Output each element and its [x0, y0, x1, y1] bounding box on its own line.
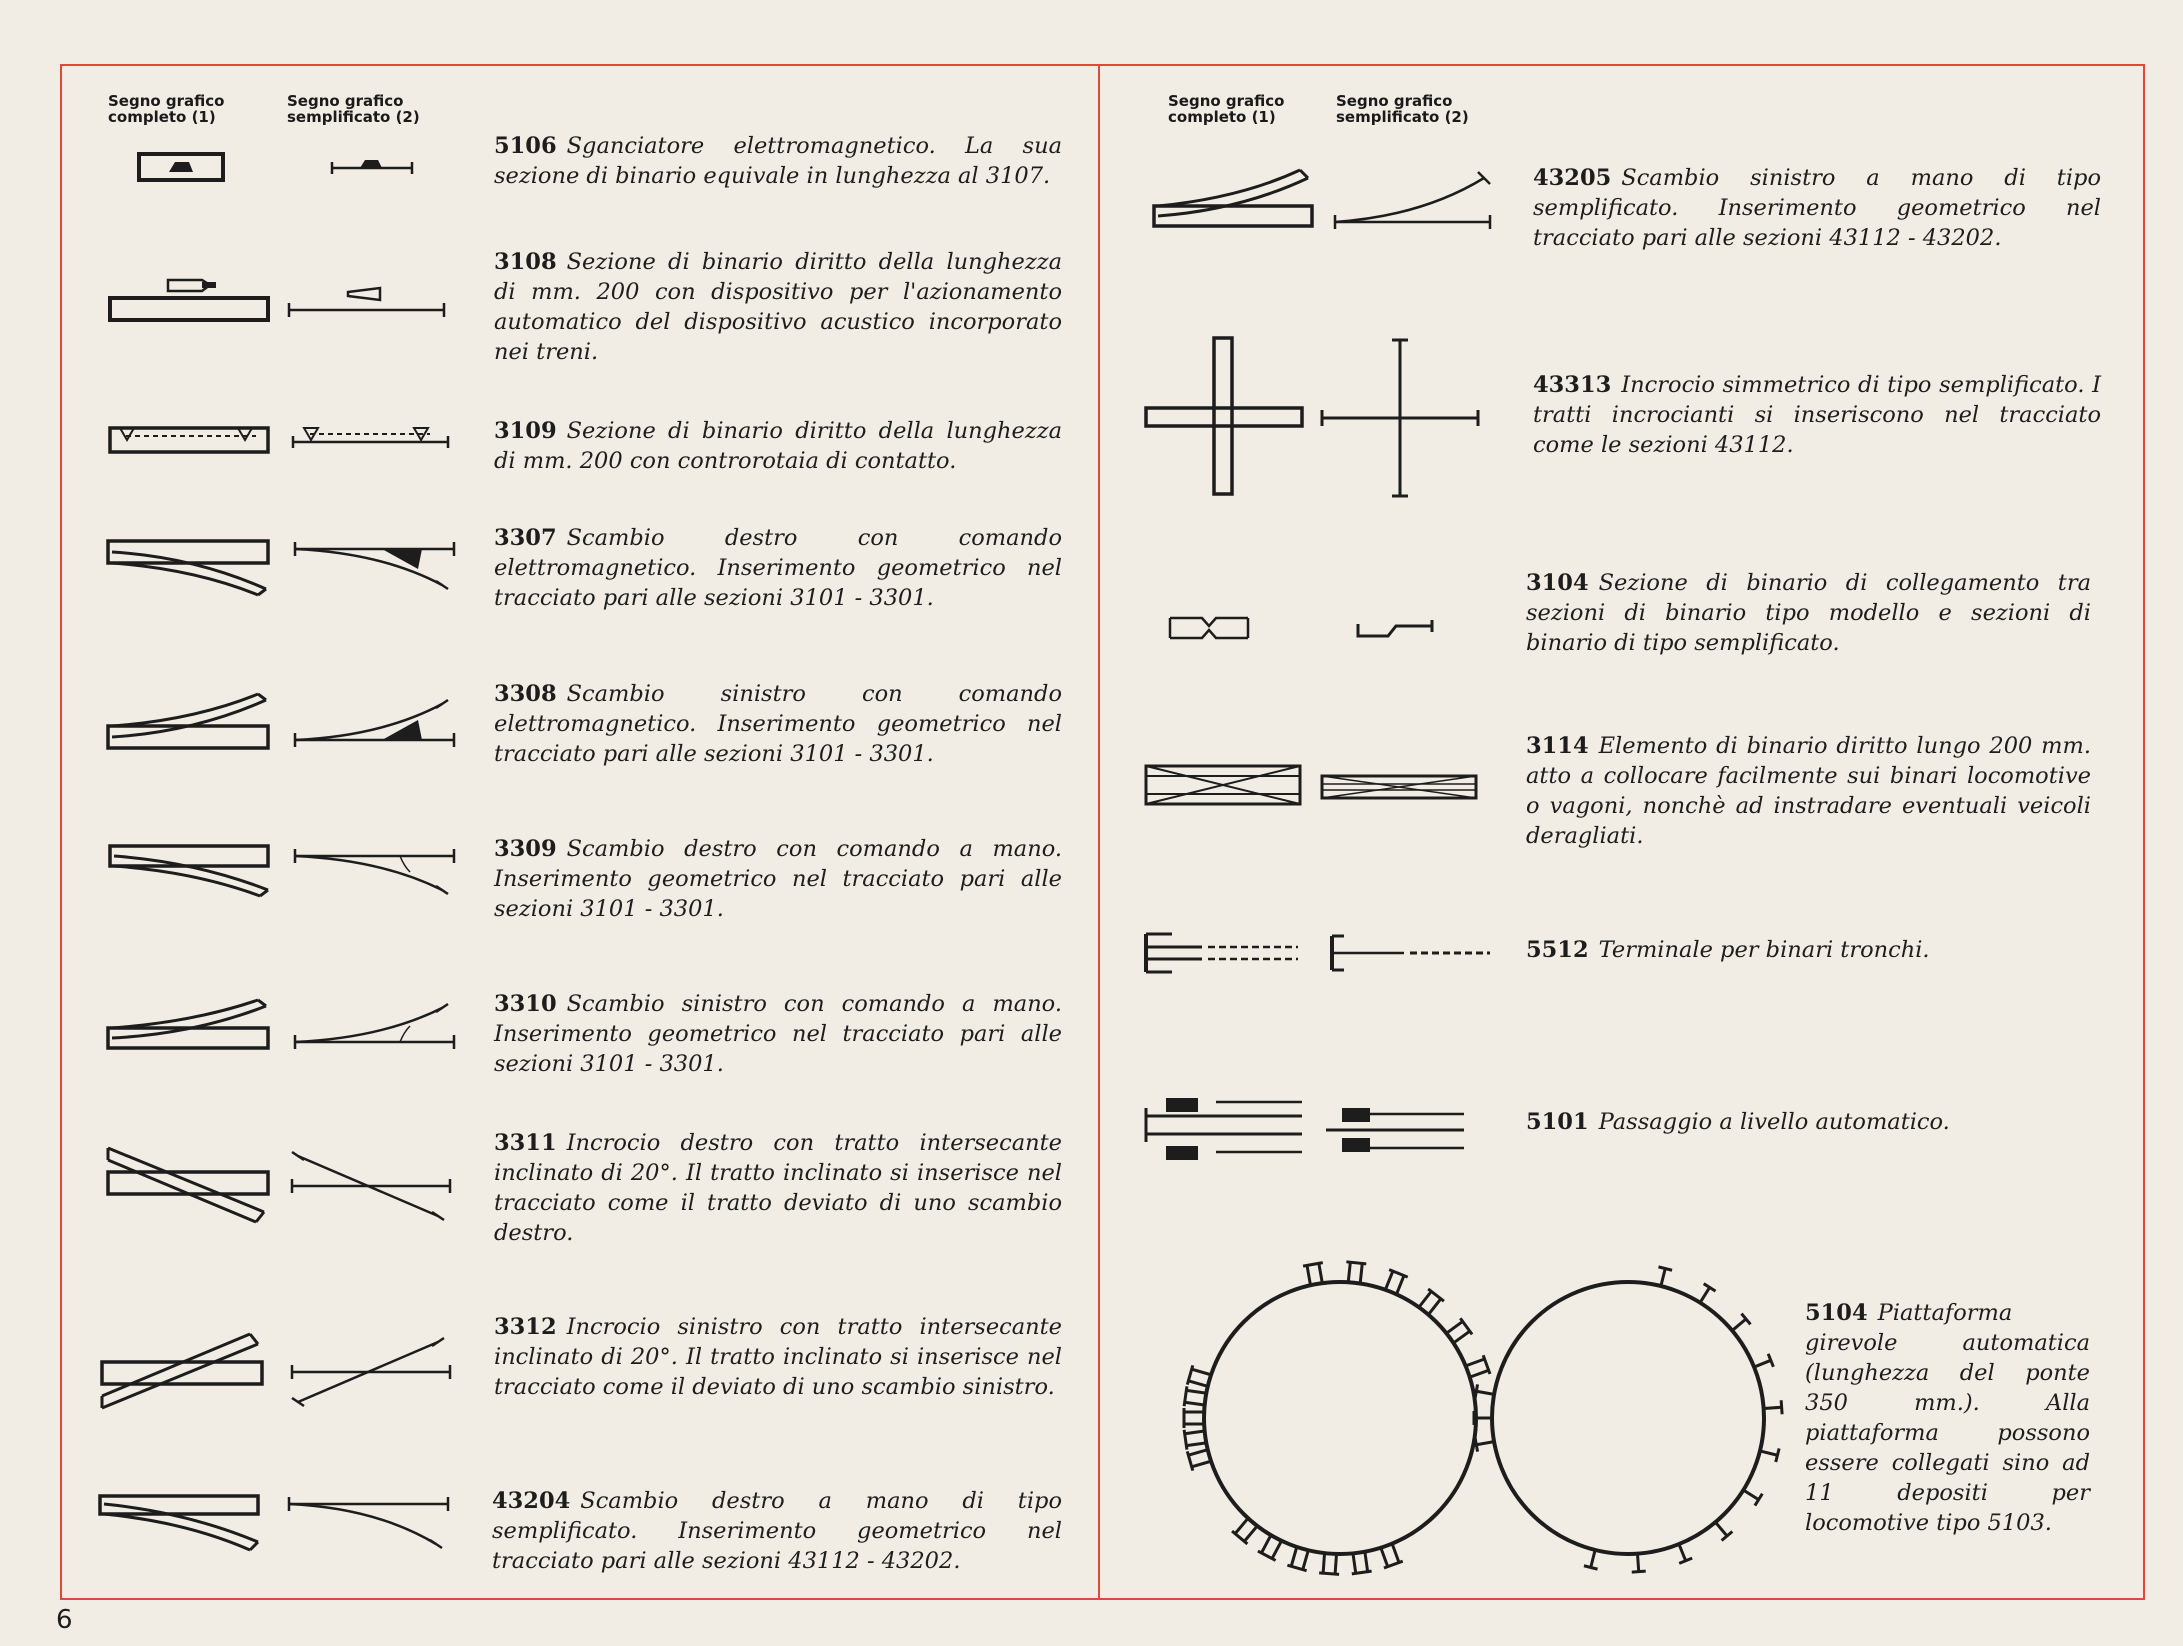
entry-text: Incrocio sinistro con tratto intersecante inclinato di 20°. Il tratto inclinato si inserisce nel tracciato come il deviato di uno scambio sinistro. [494, 1314, 1062, 1400]
entry-code: 3308 [494, 681, 557, 707]
contact-track-full-icon [106, 420, 276, 460]
adapter-track-full-icon [1166, 612, 1252, 644]
crossing-right-full-icon [104, 1142, 274, 1226]
turntable-stall-icon [1349, 1551, 1372, 1574]
decoupler-simplified-icon [330, 150, 420, 184]
header-full-symbol: Segno grafico completo (1) [108, 92, 225, 126]
turntable-stall-icon [1184, 1386, 1207, 1409]
switch-left-electric-simplified-icon [292, 696, 458, 752]
simplified-switch-left-full-icon [1150, 164, 1320, 234]
rerailer-full-icon [1142, 762, 1306, 808]
entry-text: Scambio destro a mano di tipo semplificato. Inserimento geometrico nel tracciato pari alle sezioni 43112 - 43202. [492, 1488, 1062, 1574]
entry-43313 [1533, 370, 2101, 460]
entry-3104 [1526, 568, 2091, 658]
entry-code: 43313 [1533, 372, 1612, 398]
entry-code: 3108 [494, 249, 557, 275]
entry-code: 3114 [1526, 733, 1589, 759]
crossing-left-full-icon [98, 1330, 268, 1414]
entry-code: 3310 [494, 991, 557, 1017]
turntable-stall-icon [1416, 1289, 1444, 1317]
turntable-full-icon [1130, 1248, 1520, 1578]
switch-right-electric-simplified-icon [292, 537, 458, 593]
symmetric-crossing-full-icon [1142, 334, 1306, 498]
track-acoustic-simplified-icon [286, 282, 446, 320]
entry-code: 5106 [494, 133, 557, 159]
contact-track-simplified-icon [290, 422, 452, 458]
track-acoustic-full-icon [106, 274, 276, 326]
turntable-stall-icon [1763, 1400, 1782, 1415]
entry-code: 3109 [494, 418, 557, 444]
entry-3310 [494, 989, 1062, 1079]
header-full-symbol-right: Segno grafico completo (1) [1168, 92, 1285, 126]
entry-text: Scambio sinistro a mano di tipo semplificato. Inserimento geometrico nel tracciato pari alle sezioni 43112 - 43202. [1533, 165, 2101, 251]
simplified-switch-left-simplified-icon [1332, 168, 1498, 234]
header-simplified-symbol-right: Segno grafico semplificato (2) [1336, 92, 1469, 126]
turntable-stall-icon [1631, 1553, 1646, 1572]
entry-code: 5512 [1526, 937, 1589, 963]
entry-3109 [494, 416, 1062, 476]
decoupler-full-icon [135, 148, 235, 186]
turntable-stall-icon [1710, 1518, 1732, 1541]
buffer-stop-full-icon [1142, 930, 1302, 976]
entry-text: Elemento di binario diritto lungo 200 mm. atto a collocare facilmente sui binari locomotive o vagoni, nonchè ad instradare eventuali veicoli deragliati. [1526, 733, 2091, 849]
turntable-stall-icon [1319, 1553, 1340, 1574]
entry-3307 [494, 523, 1062, 613]
entry-5106 [494, 131, 1062, 191]
entry-43204 [492, 1486, 1062, 1576]
switch-right-manual-simplified-icon [292, 846, 458, 898]
entry-3308 [494, 679, 1062, 769]
simplified-switch-right-simplified-icon [286, 1494, 452, 1552]
entry-code: 3309 [494, 836, 557, 862]
switch-right-electric-full-icon [104, 533, 276, 599]
header-simplified-symbol: Segno grafico semplificato (2) [287, 92, 420, 126]
entry-text: Terminale per binari tronchi. [1598, 937, 1930, 963]
entry-text: Scambio sinistro con comando a mano. Inserimento geometrico nel tracciato pari alle sezioni 3101 - 3301. [494, 991, 1062, 1077]
entry-5512 [1526, 935, 2091, 965]
entry-5101 [1526, 1107, 2091, 1137]
switch-right-manual-full-icon [106, 840, 276, 900]
simplified-switch-right-full-icon [96, 1490, 266, 1554]
crossing-right-simplified-icon [288, 1150, 454, 1220]
entry-text: Incrocio destro con tratto intersecante inclinato di 20°. Il tratto inclinato si inserisce nel tracciato come il tratto deviato di uno scambio destro. [494, 1130, 1062, 1246]
turntable-simplified-icon [1466, 1248, 1796, 1578]
entry-43205 [1533, 163, 2101, 253]
switch-left-electric-full-icon [104, 690, 276, 756]
entry-text: Scambio destro con comando elettromagnetico. Inserimento geometrico nel tracciato pari alle sezioni 3101 - 3301. [494, 525, 1062, 611]
entry-code: 5104 [1805, 1300, 1868, 1326]
adapter-track-simplified-icon [1354, 616, 1438, 644]
entry-text: Incrocio simmetrico di tipo semplificato. I tratti incrocianti si inseriscono nel tracciato come le sezioni 43112. [1533, 372, 2101, 458]
entry-3309 [494, 834, 1062, 924]
turntable-stall-icon [1728, 1314, 1751, 1336]
entry-code: 3311 [494, 1130, 557, 1156]
entry-code: 43204 [492, 1488, 571, 1514]
entry-text: Passaggio a livello automatico. [1598, 1109, 1950, 1135]
entry-code: 43205 [1533, 165, 1612, 191]
entry-text: Sganciatore elettromagnetico. La sua sezione di binario equivale in lunghezza al 3107. [494, 133, 1062, 189]
switch-left-manual-full-icon [104, 996, 276, 1056]
entry-5104 [1805, 1298, 2090, 1538]
entry-3114 [1526, 731, 2091, 851]
entry-text: Scambio sinistro con comando elettromagnetico. Inserimento geometrico nel tracciato pari alle sezioni 3101 - 3301. [494, 681, 1062, 767]
page-number: 6 [56, 1605, 73, 1635]
entry-code: 5101 [1526, 1109, 1589, 1135]
turntable-stall-icon [1474, 1411, 1492, 1425]
entry-3311 [494, 1128, 1062, 1248]
entry-code: 3307 [494, 525, 557, 551]
turntable-stall-icon [1184, 1427, 1207, 1450]
entry-3108 [494, 247, 1062, 367]
entry-3312 [494, 1312, 1062, 1402]
turntable-stall-icon [1344, 1262, 1366, 1284]
switch-left-manual-simplified-icon [292, 1000, 458, 1052]
entry-code: 3312 [494, 1314, 557, 1340]
buffer-stop-simplified-icon [1328, 932, 1494, 974]
entry-code: 3104 [1526, 570, 1589, 596]
column-divider [1098, 64, 1100, 1600]
level-crossing-simplified-icon [1322, 1106, 1468, 1156]
rerailer-simplified-icon [1318, 772, 1482, 802]
crossing-left-simplified-icon [288, 1336, 454, 1406]
entry-text: Sezione di binario diritto della lunghezza di mm. 200 con controrotaia di contatto. [494, 418, 1062, 474]
symmetric-crossing-simplified-icon [1318, 336, 1482, 500]
level-crossing-full-icon [1142, 1094, 1306, 1166]
turntable-stall-icon [1232, 1516, 1260, 1544]
entry-text: Sezione di binario diritto della lunghezza di mm. 200 con dispositivo per l'azionamento automatico del dispositivo acustico incorporato nei treni. [494, 249, 1062, 365]
turntable-stall-icon [1184, 1408, 1204, 1428]
entry-text: Sezione di binario di collegamento tra sezioni di binario tipo modello e sezioni di binario di tipo semplificato. [1526, 570, 2091, 656]
entry-text: Scambio destro con comando a mano. Inserimento geometrico nel tracciato pari alle sezioni 3101 - 3301. [494, 836, 1062, 922]
entry-text: Piattaforma girevole automatica (lunghezza del ponte 350 mm.). Alla piattaforma possono essere collegati sino ad 11 depositi per locomotive tipo 5103. [1805, 1300, 2090, 1536]
